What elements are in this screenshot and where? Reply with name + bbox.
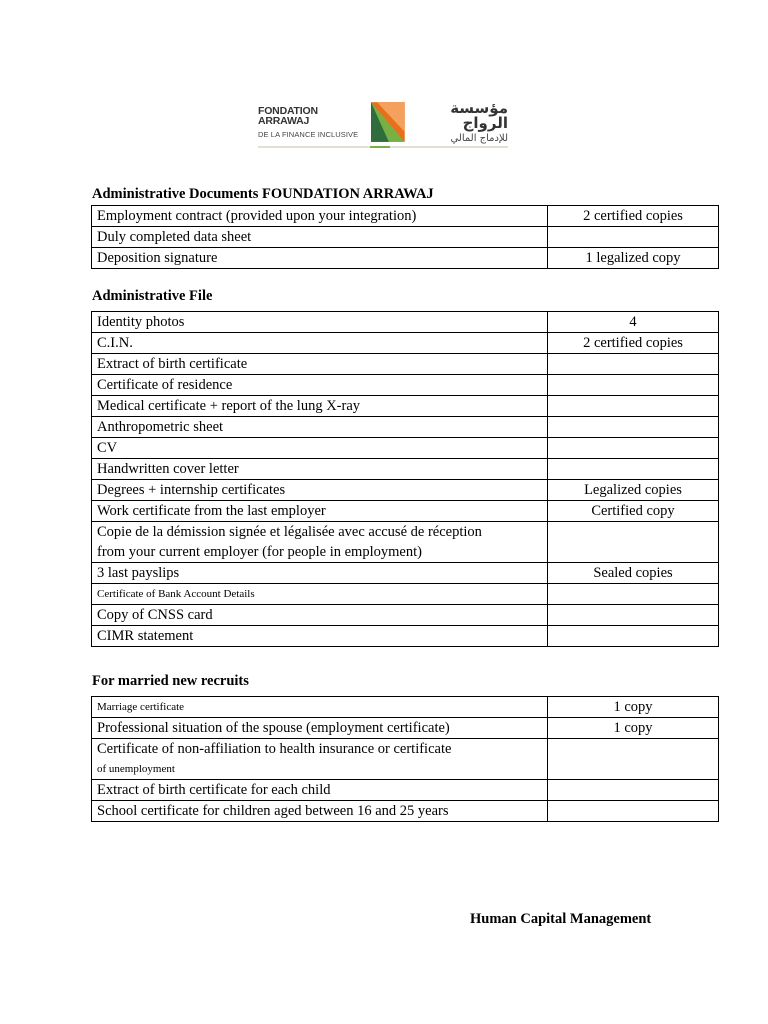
table-row [92, 501, 719, 522]
document-quantity: 2 certified copies [548, 333, 719, 354]
table-row [92, 605, 719, 626]
document-item-line1: Certificate of non-affiliation to health insurance or certificate [97, 741, 452, 757]
document-item-line2: from your current employer (for people in employment) [97, 544, 422, 560]
section-title-married-recruits: For married new recruits [92, 673, 249, 689]
document-quantity [548, 396, 719, 417]
document-item: C.I.N. [92, 333, 548, 354]
document-item: CV [92, 438, 548, 459]
table-row [92, 780, 719, 801]
table-row [92, 739, 719, 780]
table-row [92, 563, 719, 584]
table-row [92, 312, 719, 333]
admin-documents-table [91, 205, 719, 269]
admin-file-table [91, 311, 719, 647]
document-item: Marriage certificate [92, 697, 548, 718]
logo-arabic-line1: مؤسسة الرواج [450, 98, 508, 132]
logo-latin-line2: DE LA FINANCE INCLUSIVE [258, 129, 359, 139]
document-quantity [548, 375, 719, 396]
document-item: Employment contract (provided upon your integration) [92, 206, 548, 227]
document-item: CIMR statement [92, 626, 548, 647]
table-row [92, 584, 719, 605]
document-quantity [548, 438, 719, 459]
document-item: Medical certificate + report of the lung X-ray [92, 396, 548, 417]
document-quantity: Legalized copies [548, 480, 719, 501]
document-quantity: 1 copy [548, 718, 719, 739]
document-quantity [548, 354, 719, 375]
document-item: 3 last payslips [92, 563, 548, 584]
document-quantity [548, 780, 719, 801]
document-item: Work certificate from the last employer [92, 501, 548, 522]
document-quantity: 1 copy [548, 697, 719, 718]
table-row [92, 697, 719, 718]
table-row [92, 396, 719, 417]
document-item: Extract of birth certificate [92, 354, 548, 375]
document-quantity [548, 739, 719, 780]
logo-underline [258, 146, 508, 148]
document-quantity [548, 417, 719, 438]
table-row [92, 626, 719, 647]
table-row [92, 227, 719, 248]
document-quantity: 1 legalized copy [548, 248, 719, 269]
table-row [92, 333, 719, 354]
foundation-logo [258, 96, 508, 148]
document-item-multiline [92, 739, 548, 780]
document-item: Degrees + internship certificates [92, 480, 548, 501]
document-quantity [548, 801, 719, 822]
document-quantity [548, 227, 719, 248]
document-quantity [548, 459, 719, 480]
table-row [92, 480, 719, 501]
document-item: Certificate of residence [92, 375, 548, 396]
logo-arabic-text [409, 98, 508, 144]
document-item: Anthropometric sheet [92, 417, 548, 438]
logo-latin-line1: FONDATION ARRAWAJ [258, 104, 318, 128]
logo-latin-text [258, 106, 367, 139]
document-item: Deposition signature [92, 248, 548, 269]
section-title-admin-file: Administrative File [92, 288, 213, 304]
document-quantity [548, 584, 719, 605]
document-item: Copy of CNSS card [92, 605, 548, 626]
document-quantity: Certified copy [548, 501, 719, 522]
table-row [92, 801, 719, 822]
table-row [92, 417, 719, 438]
document-item: Identity photos [92, 312, 548, 333]
table-row [92, 354, 719, 375]
section-title-admin-documents: Administrative Documents FOUNDATION ARRAWAJ [92, 186, 434, 202]
table-row [92, 718, 719, 739]
document-quantity [548, 626, 719, 647]
married-recruits-table [91, 696, 719, 822]
document-item: Professional situation of the spouse (employment certificate) [92, 718, 548, 739]
document-item-line1: Copie de la démission signée et légalisée avec accusé de réception [97, 524, 482, 540]
document-quantity: Sealed copies [548, 563, 719, 584]
document-item-multiline [92, 522, 548, 563]
document-item: Certificate of Bank Account Details [92, 584, 548, 605]
footer-signature: Human Capital Management [470, 911, 652, 927]
logo-arabic-line2: للإدماج المالي [450, 132, 508, 144]
table-row [92, 459, 719, 480]
document-item-line2: of unemployment [97, 763, 175, 775]
document-item: Duly completed data sheet [92, 227, 548, 248]
table-row [92, 375, 719, 396]
document-item: Handwritten cover letter [92, 459, 548, 480]
document-quantity [548, 605, 719, 626]
table-row [92, 522, 719, 563]
table-row [92, 206, 719, 227]
document-quantity [548, 522, 719, 563]
document-quantity: 2 certified copies [548, 206, 719, 227]
table-row [92, 438, 719, 459]
table-row [92, 248, 719, 269]
document-item: Extract of birth certificate for each child [92, 780, 548, 801]
document-item: School certificate for children aged between 16 and 25 years [92, 801, 548, 822]
logo-mark-icon [371, 102, 405, 142]
document-quantity: 4 [548, 312, 719, 333]
